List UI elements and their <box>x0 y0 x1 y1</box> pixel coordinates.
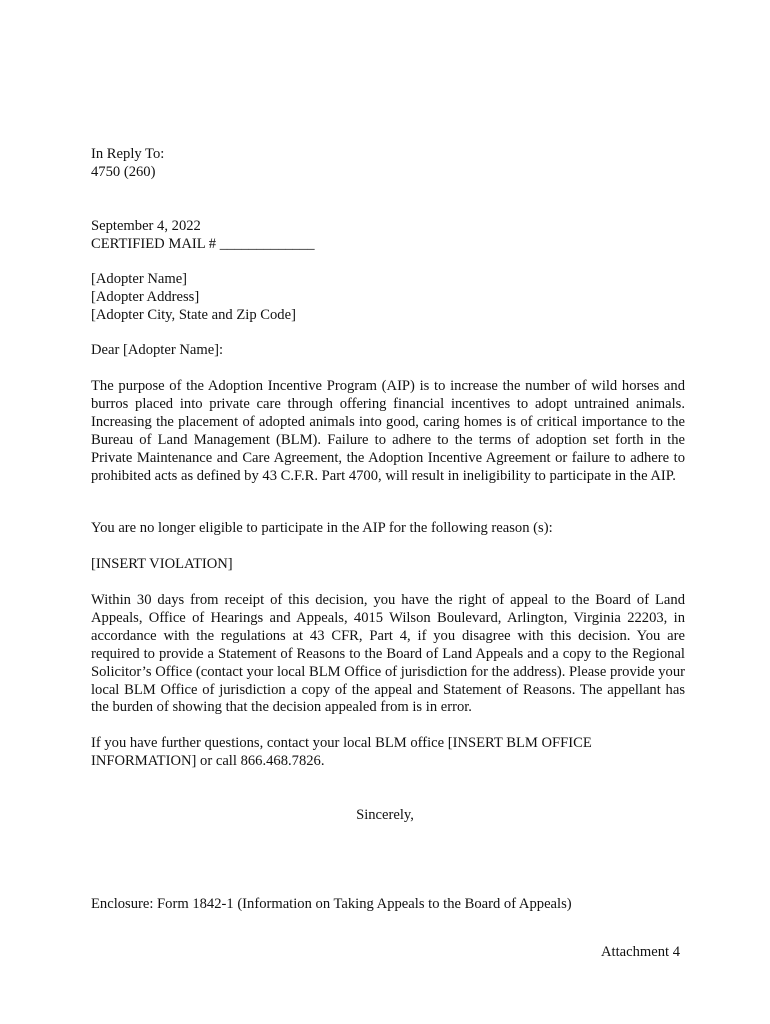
paragraph-ineligibility: You are no longer eligible to participate in the AIP for the following reason (s): <box>91 520 553 536</box>
certified-mail-line: CERTIFIED MAIL # _____________ <box>91 235 315 252</box>
date-block <box>91 218 683 254</box>
letter-date: September 4, 2022 <box>91 218 201 234</box>
adopter-city-state-zip: [Adopter City, State and Zip Code] <box>91 306 296 323</box>
paragraph-contact: If you have further questions, contact your local BLM office [INSERT BLM OFFICE INFORMATION] or call 866.468.7826. <box>91 735 592 769</box>
reply-label: In Reply To: <box>91 146 165 162</box>
adopter-name: [Adopter Name] <box>91 271 188 287</box>
closing-sincerely: Sincerely, <box>356 807 414 823</box>
salutation: Dear [Adopter Name]: <box>91 342 224 358</box>
paragraph-appeal-rights: Within 30 days from receipt of this decision, you have the right of appeal to the Board of Land Appeals, Office of Hearings and Appeals, 4015 Wilson Boulevard, Arlington, Virginia 22203, in accordance with the regulations at 43 CFR, Part 4, if you disagree with this decision. You are required to provide a Statement of Reasons to the Board of Land Appeals and a copy to the Regional Solicitor’s Office (contact your local BLM Office of jurisdiction for the address). Please provide your local BLM Office of jurisdiction a copy of the appeal and Statement of Reasons. The appellant has the burden of showing that the decision appealed from is in error. <box>91 592 685 716</box>
violation-placeholder: [INSERT VIOLATION] <box>91 556 233 572</box>
enclosure-line: Enclosure: Form 1842-1 (Information on Taking Appeals to the Board of Appeals) <box>91 896 572 912</box>
reply-code: 4750 (260) <box>91 163 156 180</box>
paragraph-program-purpose: The purpose of the Adoption Incentive Program (AIP) is to increase the number of wild horses and burros placed into private care through offering financial incentives to adopt untrained animals. Increasing the placement of adopted animals into good, caring homes is of critical importance to the Bureau of Land Management (BLM). Failure to adhere to the terms of adoption set forth in the Private Maintenance and Care Agreement, the Adoption Incentive Agreement or failure to adhere to prohibited acts as defined by 43 C.F.R. Part 4700, will result in ineligibility to participate in the AIP. <box>91 378 685 484</box>
reply-reference <box>91 146 683 182</box>
recipient-address <box>91 271 683 325</box>
adopter-address: [Adopter Address] <box>91 288 200 305</box>
attachment-label: Attachment 4 <box>600 944 680 960</box>
